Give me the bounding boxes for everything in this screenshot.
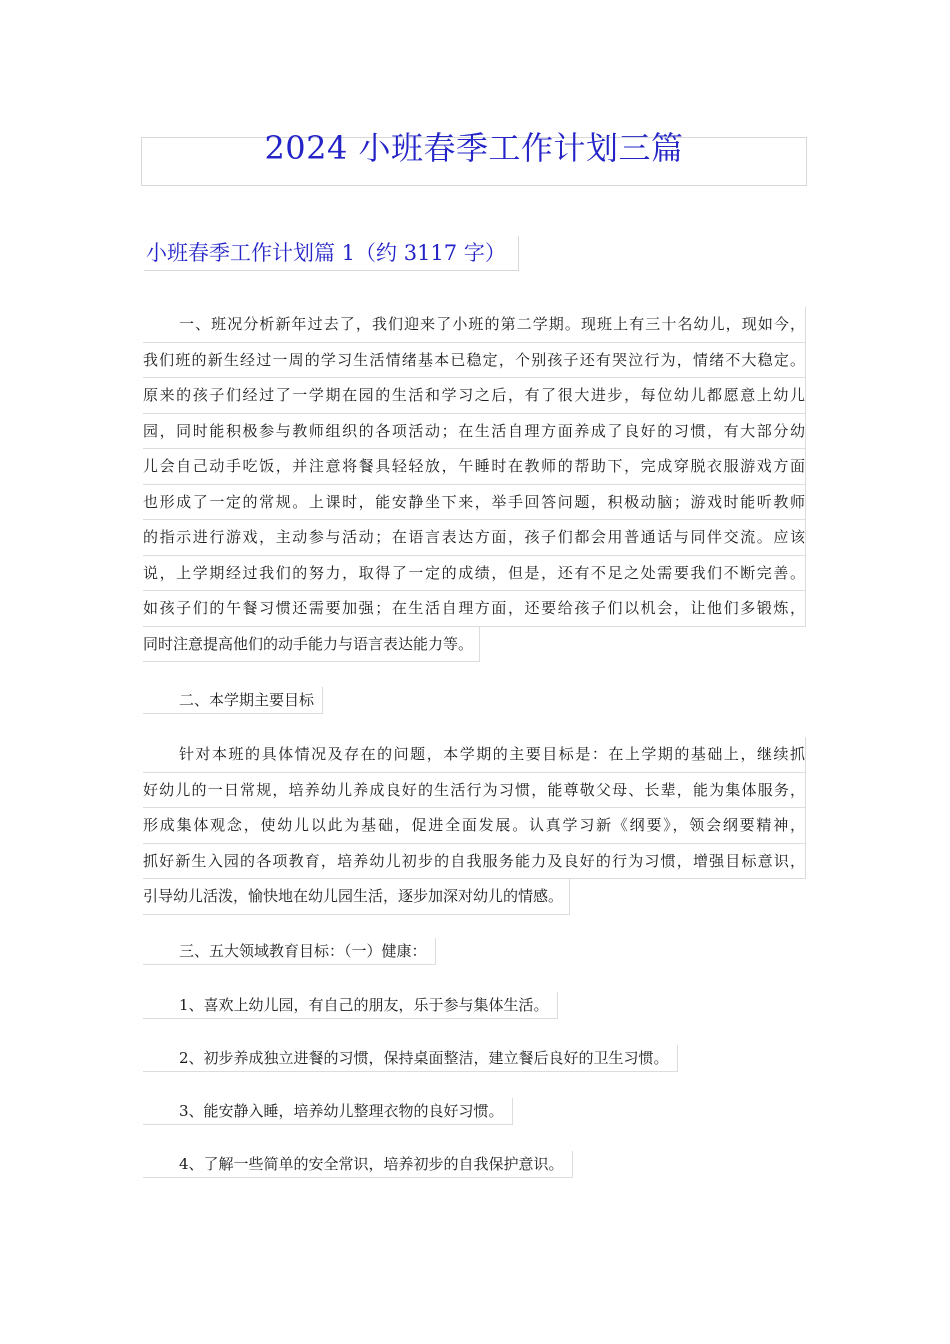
paragraph-line: 一、班况分析新年过去了，我们迎来了小班的第二学期。现班上有三十名幼儿，现如今， xyxy=(143,307,806,343)
heading-semester-goals: 二、本学期主要目标 xyxy=(143,687,323,714)
paragraph-line: 同时注意提高他们的动手能力与语言表达能力等。 xyxy=(143,627,480,663)
paragraph-semester-goals xyxy=(143,737,806,928)
list-item: 4、了解一些简单的安全常识，培养初步的自我保护意识。 xyxy=(143,1151,573,1178)
paragraph-line: 的指示进行游戏，主动参与活动；在语言表达方面，孩子们都会用普通话与同伴交流。应该 xyxy=(143,520,806,556)
paragraph-line: 原来的孩子们经过了一学期在园的生活和学习之后，有了很大进步，每位幼儿都愿意上幼儿 xyxy=(143,378,806,414)
paragraph-line: 儿会自己动手吃饭，并注意将餐具轻轻放，午睡时在教师的帮助下，完成穿脱衣服游戏方面 xyxy=(143,449,806,485)
paragraph-line: 好幼儿的一日常规，培养幼儿养成良好的生活行为习惯，能尊敬父母、长辈，能为集体服务， xyxy=(143,773,806,809)
list-item: 2、初步养成独立进餐的习惯，保持桌面整洁，建立餐后良好的卫生习惯。 xyxy=(143,1045,678,1072)
document-title: 2024 小班春季工作计划三篇 xyxy=(264,129,684,167)
paragraph-line: 说，上学期经过我们的努力，取得了一定的成绩，但是，还有不足之处需要我们不断完善。 xyxy=(143,556,806,592)
paragraph-line: 也形成了一定的常规。上课时，能安静坐下来，举手回答问题，积极动脑；游戏时能听教师 xyxy=(143,485,806,521)
paragraph-line: 抓好新生入园的各项教育，培养幼儿初步的自我服务能力及良好的行为习惯，增强目标意识， xyxy=(143,844,806,880)
paragraph-line: 针对本班的具体情况及存在的问题，本学期的主要目标是：在上学期的基础上，继续抓 xyxy=(143,737,806,773)
section-heading: 小班春季工作计划篇 1（约 3117 字） xyxy=(144,236,519,271)
paragraph-line: 如孩子们的午餐习惯还需要加强；在生活自理方面，还要给孩子们以机会，让他们多锻炼， xyxy=(143,591,806,627)
list-item: 3、能安静入睡，培养幼儿整理衣物的良好习惯。 xyxy=(143,1098,513,1125)
heading-five-domains: 三、五大领域教育目标：（一）健康： xyxy=(143,938,436,965)
paragraph-line: 我们班的新生经过一周的学习生活情绪基本已稳定，个别孩子还有哭泣行为，情绪不大稳定。 xyxy=(143,343,806,379)
paragraph-class-analysis xyxy=(143,307,806,676)
paragraph-line: 形成集体观念，使幼儿以此为基础，促进全面发展。认真学习新《纲要》，领会纲要精神， xyxy=(143,808,806,844)
paragraph-line: 园，同时能积极参与教师组织的各项活动；在生活自理方面养成了良好的习惯，有大部分幼 xyxy=(143,414,806,450)
list-item: 1、喜欢上幼儿园，有自己的朋友，乐于参与集体生活。 xyxy=(143,992,558,1019)
paragraph-line: 引导幼儿活泼，愉快地在幼儿园生活，逐步加深对幼儿的情感。 xyxy=(143,879,570,915)
